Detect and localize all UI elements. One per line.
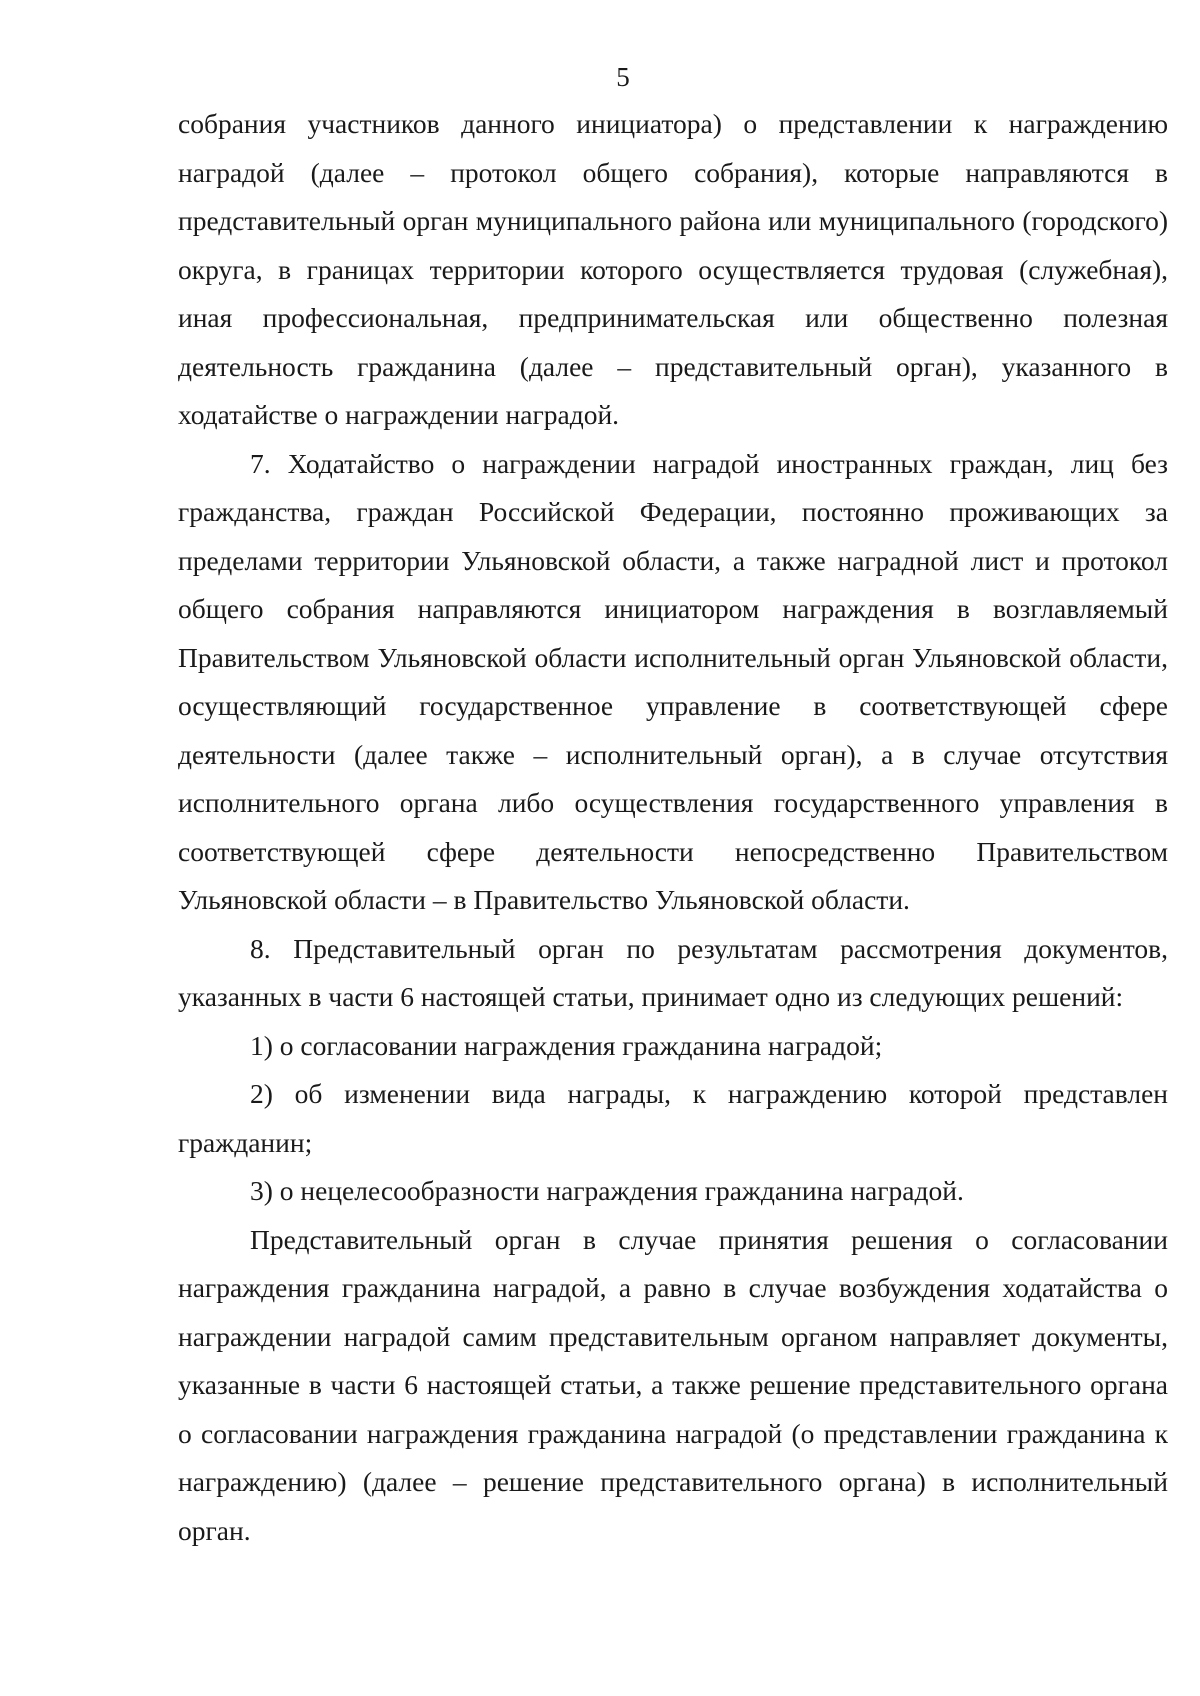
paragraph-final: Представительный орган в случае принятия решения о согласовании награждения гражданина наградой, а равно в случае возбуждения ходатайства о награждении наградой самим представительным органом направляет документы, указанные в части 6 настоящей статьи, а также решение представительного органа о согласовании награждения гражданина наградой (о представлении гражданина к награждению) (далее – решение представительного органа) в исполнительный орган. <box>178 1223 1168 1546</box>
paragraph-continued: собрания участников данного инициатора) о представлении к награждению наградой (далее – протокол общего собрания), которые направляются в представительный орган муниципального района или муниципального (городского) округа, в границах территории которого осуществляется трудовая (служебная), иная профессиональная, предпринимательская или общественно полезная деятельность гражданина (далее – представительный орган), указанного в ходатайстве о награждении наградой. <box>178 108 1168 430</box>
page-number: 5 <box>616 62 630 92</box>
list-item-8-3: 3) о нецелесообразности награждения гражданина наградой. <box>250 1175 964 1206</box>
paragraph-7: 7. Ходатайство о награждении наградой иностранных граждан, лиц без гражданства, граждан Российской Федерации, постоянно проживающих за пределами территории Ульяновской области, а также наградной лист и протокол общего собрания направляются инициатором награждения в возглавляемый Правительством Ульяновской области исполнительный орган Ульяновской области, осуществляющий государственное управление в соответствующей сфере деятельности (далее также – исполнительный орган), а в случае отсутствия исполнительного органа либо осуществления государственного управления в соответствующей сфере деятельности непосредственно Правительством Ульяновской области – в Правительство Ульяновской области. <box>178 447 1168 915</box>
list-item-8-2: 2) об изменении вида награды, к награждению которой представлен гражданин; <box>178 1078 1168 1158</box>
paragraph-8: 8. Представительный орган по результатам рассмотрения документов, указанных в части 6 настоящей статьи, принимает одно из следующих решений: <box>178 932 1168 1012</box>
list-item-8-1: 1) о согласовании награждения гражданина наградой; <box>250 1029 883 1061</box>
document-body <box>178 100 1168 1555</box>
